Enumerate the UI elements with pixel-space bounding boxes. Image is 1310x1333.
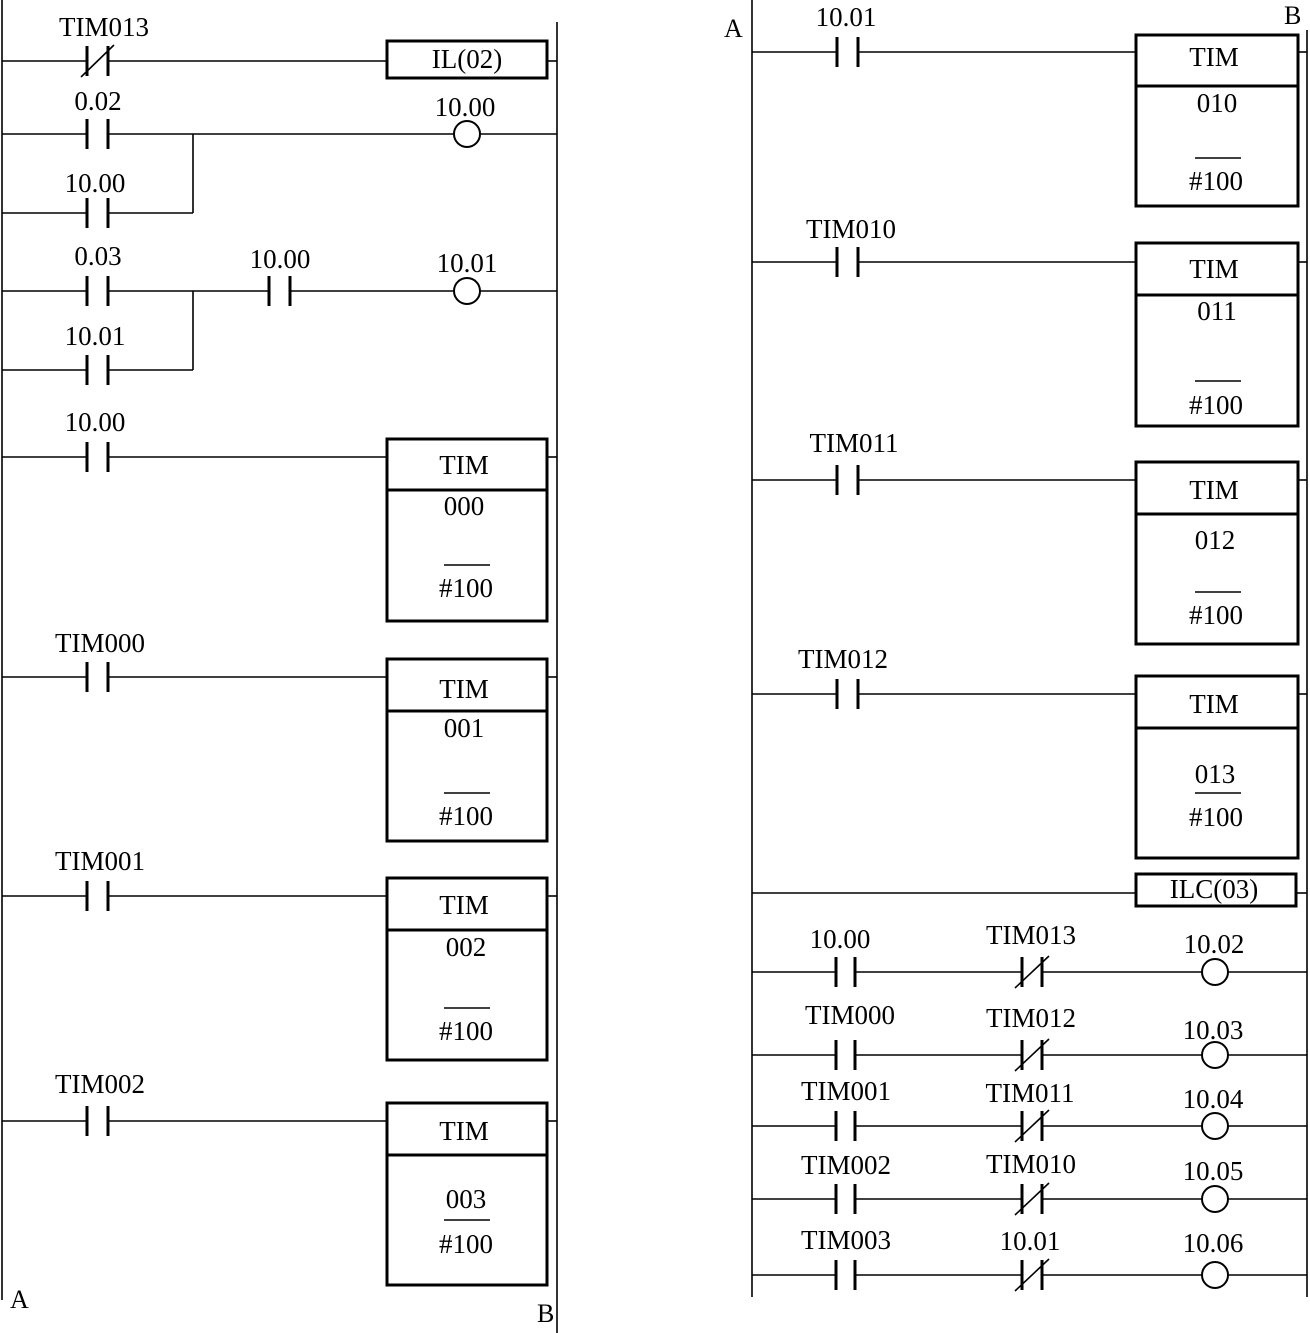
ilc-label: ILC(03): [1169, 874, 1259, 904]
timer-block: [1136, 462, 1298, 644]
timer-rung: [2, 1069, 557, 1285]
coil-label: 10.04: [1182, 1084, 1244, 1114]
contact-label: 10.00: [809, 924, 871, 954]
timer-block: [387, 1103, 547, 1285]
corner-label-b: B: [537, 1299, 555, 1328]
timer-preset: #100: [439, 573, 493, 603]
timer-number: 012: [1194, 525, 1236, 555]
contact-label: TIM013: [986, 920, 1076, 950]
timer-block: [387, 659, 547, 841]
timer-number: 010: [1196, 88, 1238, 118]
coil-label: 10.06: [1182, 1228, 1244, 1258]
coil-label: 10.03: [1182, 1015, 1244, 1045]
il-label: IL(02): [431, 44, 503, 74]
no-contact: [87, 881, 108, 911]
timer-block: [387, 878, 547, 1060]
timer-number: 000: [443, 491, 485, 521]
output-coil: [454, 121, 480, 147]
rung-self-hold-1001: [2, 241, 557, 385]
timer-title: TIM: [439, 890, 489, 920]
no-contact: [87, 662, 108, 692]
output-rung: [752, 1149, 1307, 1215]
timer-title: TIM: [439, 674, 489, 704]
contact-label: 10.00: [249, 244, 311, 274]
output-coil: [454, 278, 480, 304]
contact-label: TIM001: [801, 1076, 891, 1106]
no-contact: [836, 1260, 855, 1290]
contact-label: 10.00: [64, 407, 126, 437]
rung-interlock-clear: [752, 874, 1307, 906]
contact-label: TIM010: [986, 1149, 1076, 1179]
contact-label: TIM013: [59, 12, 149, 42]
timer-rung: [752, 214, 1307, 426]
no-contact: [837, 37, 858, 67]
contact-label: 10.01: [815, 2, 877, 32]
timer-rung: [2, 846, 557, 1060]
timer-number: 001: [443, 713, 485, 743]
corner-label-a: A: [10, 1285, 29, 1314]
output-coil: [1202, 1186, 1228, 1212]
no-contact: [87, 119, 108, 149]
contact-label: TIM012: [986, 1003, 1076, 1033]
coil-label: 10.00: [434, 92, 496, 122]
panel-2: [724, 0, 1307, 1297]
timer-block: [1136, 35, 1298, 206]
timer-block: [1136, 243, 1298, 426]
contact-label: TIM002: [55, 1069, 145, 1099]
output-rung: [752, 920, 1307, 988]
contact-label: TIM011: [809, 428, 899, 458]
timer-title: TIM: [439, 1116, 489, 1146]
timer-preset: #100: [1189, 802, 1243, 832]
timer-number: 003: [445, 1184, 487, 1214]
contact-label: TIM002: [801, 1150, 891, 1180]
timer-title: TIM: [1189, 689, 1239, 719]
coil-label: 10.02: [1183, 929, 1245, 959]
no-contact: [836, 1040, 855, 1070]
no-contact: [269, 276, 290, 306]
timer-title: TIM: [1189, 254, 1239, 284]
rung-interlock: [2, 12, 557, 78]
output-coil: [1202, 1262, 1228, 1288]
timer-preset: #100: [1189, 390, 1243, 420]
timer-preset: #100: [1189, 600, 1243, 630]
contact-label: 0.03: [74, 241, 122, 271]
no-contact: [87, 1106, 108, 1136]
no-contact: [837, 679, 858, 709]
timer-number: 002: [445, 932, 487, 962]
output-coil: [1202, 959, 1228, 985]
no-contact: [836, 1184, 855, 1214]
no-contact: [837, 247, 858, 277]
timer-preset: #100: [439, 801, 493, 831]
contact-label: TIM000: [805, 1000, 895, 1030]
no-contact: [87, 276, 108, 306]
timer-rung: [2, 628, 557, 841]
timer-rung: [2, 407, 557, 621]
corner-label-a: A: [724, 14, 743, 43]
contact-label: TIM012: [798, 644, 888, 674]
contact-label: 10.01: [64, 321, 126, 351]
output-rung: [752, 1000, 1307, 1071]
corner-label-b: B: [1284, 1, 1302, 30]
coil-label: 10.01: [436, 248, 498, 278]
no-contact: [87, 442, 108, 472]
timer-rung: [752, 2, 1307, 206]
no-contact: [836, 1111, 855, 1141]
no-contact: [837, 465, 858, 495]
timer-rung: [752, 428, 1307, 644]
output-coil: [1202, 1042, 1228, 1068]
contact-label: 10.00: [64, 168, 126, 198]
output-coil: [1202, 1113, 1228, 1139]
timer-preset: #100: [439, 1229, 493, 1259]
output-rung: [752, 1225, 1307, 1291]
timer-title: TIM: [439, 450, 489, 480]
output-rung: [752, 1076, 1307, 1142]
contact-label: TIM003: [801, 1225, 891, 1255]
contact-label: 10.01: [999, 1226, 1061, 1256]
contact-label: TIM000: [55, 628, 145, 658]
timer-preset: #100: [1189, 166, 1243, 196]
no-contact: [836, 957, 855, 987]
contact-label: TIM011: [985, 1078, 1075, 1108]
no-contact: [87, 355, 108, 385]
nc-contact: [81, 45, 114, 77]
timer-title: TIM: [1189, 42, 1239, 72]
rung-self-hold-1000: [2, 86, 557, 228]
no-contact: [87, 198, 108, 228]
timer-rung: [752, 644, 1307, 858]
timer-title: TIM: [1189, 475, 1239, 505]
timer-number: 013: [1194, 759, 1236, 789]
timer-block: [387, 439, 547, 621]
timer-preset: #100: [439, 1016, 493, 1046]
contact-label: TIM010: [806, 214, 896, 244]
timer-block: [1136, 676, 1298, 858]
coil-label: 10.05: [1182, 1156, 1244, 1186]
panel-1: [2, 0, 557, 1333]
timer-number: 011: [1197, 296, 1237, 326]
contact-label: TIM001: [55, 846, 145, 876]
contact-label: 0.02: [74, 86, 122, 116]
